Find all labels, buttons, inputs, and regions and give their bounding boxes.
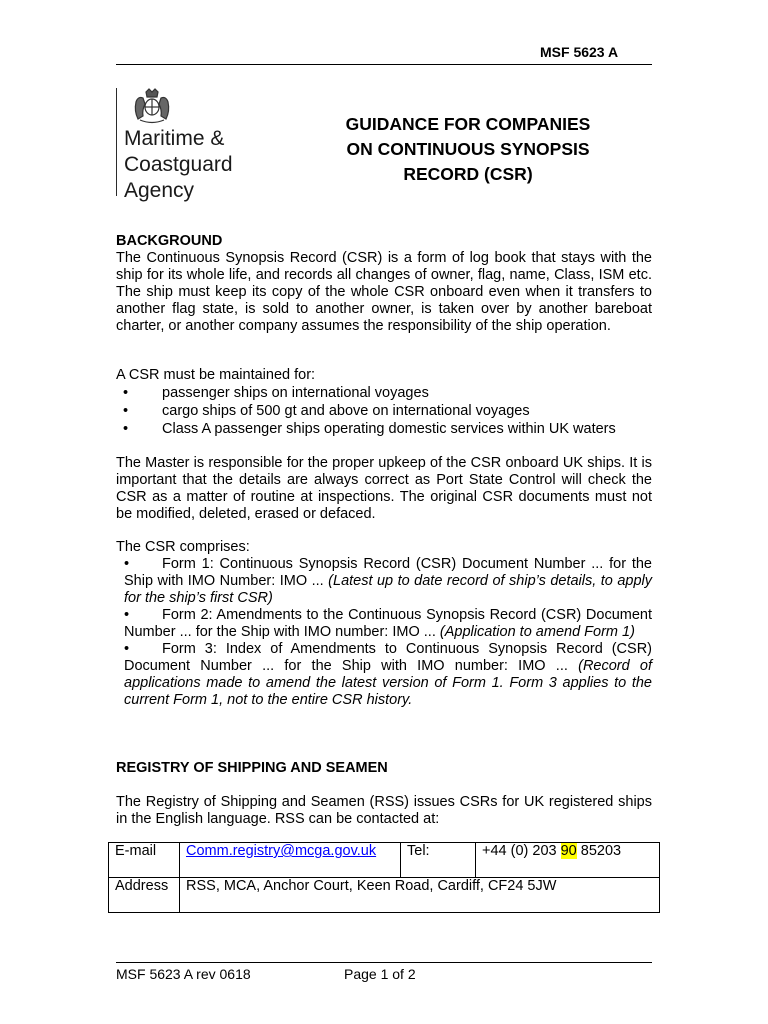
- background-paragraph-1: The Continuous Synopsis Record (CSR) is a form of log book that stays with the ship for its whole life, and records all changes of owner, flag, name, Class, ISM etc. The ship must keep its copy of the whole CSR onboard even when it transfers to another flag state, is sold to another owner, is taken over by another bareboat charter, or another company assumes the responsibility of the ship operation.: [116, 250, 652, 334]
- contact-table: [108, 842, 660, 913]
- email-link[interactable]: Comm.registry@mcga.gov.uk: [186, 843, 377, 859]
- maintained-list: [116, 384, 652, 438]
- table-row: [109, 878, 660, 913]
- logo-divider: [116, 88, 117, 196]
- background-paragraph-2: The Master is responsible for the proper upkeep of the CSR onboard UK ships. It is important that the details are always correct as Port State Control will check the CSR as a matter of routine at inspections. The original CSR documents must not be modified, deleted, erased or defaced.: [116, 455, 652, 522]
- footer-page-number: Page 1 of 2: [344, 966, 416, 982]
- form-3-note: (Record of applications made to amend the latest version of Form 1. Form 3 applies to the current Form 1, not to the entire CSR history.: [124, 658, 652, 708]
- tel-part-1: +44 (0) 203: [482, 843, 561, 859]
- bullet-icon: •: [124, 556, 130, 572]
- logo-line-2: Coastguard: [124, 153, 233, 176]
- tel-value: [476, 843, 660, 878]
- background-section: [116, 233, 652, 335]
- form-1-note: (Latest up to date record of ship’s details, to apply for the ship’s first CSR): [124, 573, 652, 606]
- form-2-note: (Application to amend Form 1): [439, 624, 635, 640]
- logo-line-1: Maritime &: [124, 127, 225, 150]
- form-3-text: Form 3: Index of Amendments to Continuous Synopsis Record (CSR) Document Number ... for the Ship with IMO number: IMO ...: [124, 641, 652, 674]
- registry-paragraph: The Registry of Shipping and Seamen (RSS) issues CSRs for UK registered ships in the English language. RSS can be contacted at:: [116, 794, 652, 827]
- email-label: E-mail: [109, 843, 180, 878]
- tel-part-3: 85203: [576, 843, 622, 859]
- title-line-2: ON CONTINUOUS SYNOPSIS: [346, 139, 590, 159]
- maintained-section: [116, 367, 652, 438]
- document-code: MSF 5623 A: [540, 44, 619, 60]
- address-value: RSS, MCA, Anchor Court, Keen Road, Cardiff, CF24 5JW: [180, 878, 660, 913]
- royal-crest-icon: [132, 88, 172, 124]
- bullet-icon: •: [124, 607, 130, 623]
- list-item: • cargo ships of 500 gt and above on international voyages: [116, 402, 652, 420]
- table-row: [109, 843, 660, 878]
- background-heading: BACKGROUND: [116, 233, 223, 249]
- list-item: • Class A passenger ships operating domestic services within UK waters: [116, 420, 652, 438]
- tel-label: Tel:: [401, 843, 476, 878]
- address-label: Address: [109, 878, 180, 913]
- form-2-item: [116, 607, 652, 641]
- title-line-3: RECORD (CSR): [403, 164, 533, 184]
- document-title: [310, 112, 626, 187]
- comprises-section: [116, 539, 652, 709]
- form-3-item: [116, 641, 652, 709]
- maintained-intro: A CSR must be maintained for:: [116, 367, 316, 383]
- form-1-item: [116, 556, 652, 607]
- footer-rule: [116, 962, 652, 963]
- registry-heading: REGISTRY OF SHIPPING AND SEAMEN: [116, 760, 388, 776]
- logo-line-3: Agency: [124, 179, 195, 202]
- bullet-icon: •: [124, 641, 130, 657]
- form-2-text: Form 2: Amendments to the Continuous Synopsis Record (CSR) Document Number ... for the Ship with IMO number: IMO ...: [124, 607, 652, 640]
- title-line-1: GUIDANCE FOR COMPANIES: [345, 114, 591, 134]
- footer-revision: MSF 5623 A rev 0618: [116, 966, 251, 982]
- email-cell: [180, 843, 401, 878]
- list-item: • passenger ships on international voyages: [116, 384, 652, 402]
- comprises-intro: The CSR comprises:: [116, 539, 250, 555]
- tel-highlight: 90: [560, 843, 577, 859]
- header-rule: [116, 64, 652, 65]
- form-1-text: Form 1: Continuous Synopsis Record (CSR) Document Number ... for the Ship with IMO Number: IMO ...: [124, 556, 652, 589]
- agency-logo-text: [124, 126, 233, 204]
